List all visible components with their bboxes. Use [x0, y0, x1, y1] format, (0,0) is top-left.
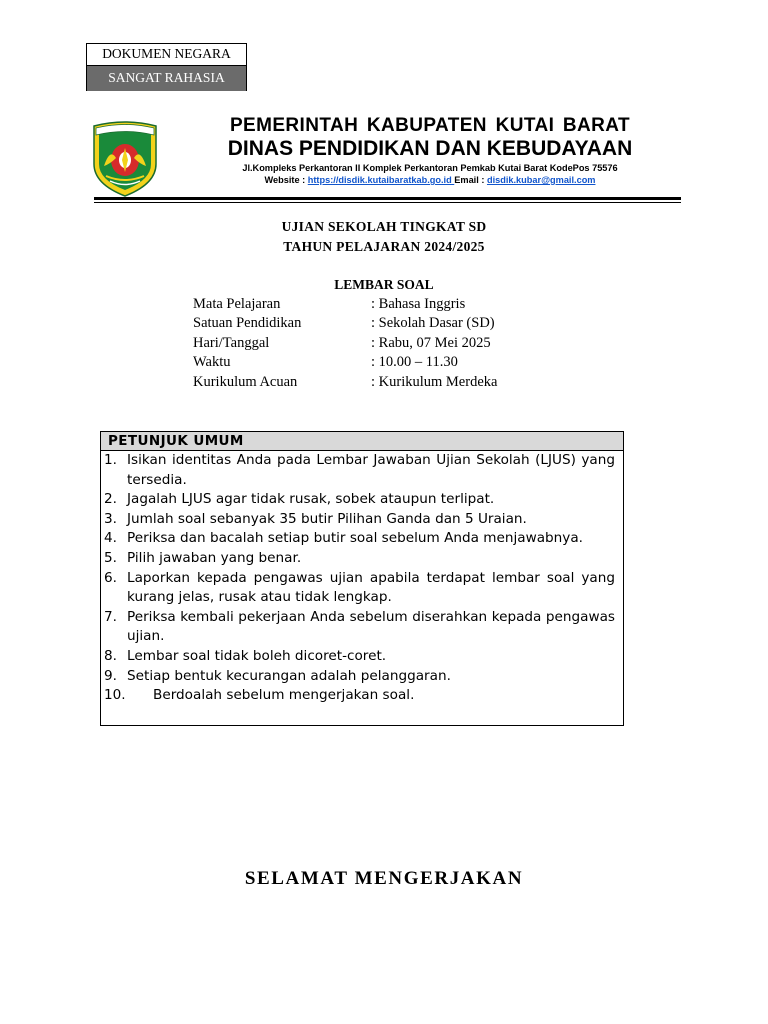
- list-item: [101, 490, 623, 510]
- item-number: 6.: [104, 569, 117, 586]
- letterhead-contact: [160, 175, 700, 185]
- item-number: 3.: [104, 510, 117, 527]
- item-text: Jumlah soal sebanyak 35 butir Pilihan Ganda dan 5 Uraian.: [127, 510, 527, 527]
- item-text: Pilih jawaban yang benar.: [127, 549, 302, 566]
- item-text: Jagalah LJUS agar tidak rusak, sobek ataupun terlipat.: [127, 491, 495, 508]
- item-number: 4.: [104, 530, 117, 547]
- item-number: 10.: [104, 687, 126, 704]
- regency-emblem-icon: [90, 118, 160, 198]
- sheet-title: LEMBAR SOAL: [334, 277, 434, 292]
- item-number: 8.: [104, 647, 117, 664]
- item-text: Setiap bentuk kecurangan adalah pelanggaran.: [127, 667, 451, 684]
- info-label: Hari/Tanggal: [193, 334, 270, 351]
- item-text: Periksa dan bacalah setiap butir soal sebelum Anda menjawabnya.: [127, 530, 583, 547]
- instructions-table: [100, 431, 624, 726]
- info-value: : Sekolah Dasar (SD): [371, 315, 495, 332]
- letterhead-agency: DINAS PENDIDIKAN DAN KEBUDAYAAN: [227, 137, 633, 160]
- info-value: : Kurikulum Merdeka: [371, 373, 498, 390]
- item-text: Periksa kembali pekerjaan Anda sebelum diserahkan kepada pengawas ujian.: [127, 608, 615, 645]
- list-item: [101, 451, 623, 490]
- info-value: : 10.00 – 11.30: [371, 354, 458, 371]
- info-label: Satuan Pendidikan: [193, 315, 302, 332]
- instructions-heading: PETUNJUK UMUM: [101, 432, 623, 451]
- email-link[interactable]: disdik.kubar@gmail.com: [486, 175, 596, 185]
- item-number: 1.: [104, 452, 117, 468]
- list-item: [101, 569, 623, 608]
- exam-year: TAHUN PELAJARAN 2024/2025: [283, 239, 485, 254]
- list-item: [101, 647, 623, 667]
- closing-message: SELAMAT MENGERJAKAN: [244, 868, 524, 889]
- item-text: Laporkan kepada pengawas ujian apabila terdapat lembar soal yang kurang jelas, rusak atau tidak lengkap.: [127, 569, 615, 606]
- info-label: Mata Pelajaran: [193, 296, 281, 312]
- item-number: 2.: [104, 491, 117, 508]
- list-item: [101, 529, 623, 549]
- item-number: 5.: [104, 549, 117, 566]
- item-text: Berdoalah sebelum mengerjakan soal.: [153, 687, 415, 704]
- item-number: 9.: [104, 667, 117, 684]
- list-item: [101, 549, 623, 569]
- letterhead-government: PEMERINTAH KABUPATEN KUTAI BARAT: [229, 115, 631, 136]
- classification-box: [86, 43, 247, 91]
- exam-title: UJIAN SEKOLAH TINGKAT SD: [281, 219, 487, 234]
- list-item: [101, 608, 623, 647]
- info-value: : Bahasa Inggris: [371, 296, 466, 312]
- classification-line-2: SANGAT RAHASIA: [87, 66, 246, 91]
- website-label: Website :: [264, 175, 308, 185]
- email-label: Email :: [454, 175, 487, 185]
- item-text: Lembar soal tidak boleh dicoret-coret.: [127, 647, 387, 664]
- info-value: : Rabu, 07 Mei 2025: [371, 334, 491, 351]
- list-item: [101, 686, 623, 706]
- list-item: [101, 667, 623, 687]
- item-text: Isikan identitas Anda pada Lembar Jawaban Ujian Sekolah (LJUS) yang tersedia.: [127, 452, 615, 488]
- letterhead-divider-thick: [94, 197, 681, 200]
- list-item: [101, 510, 623, 530]
- website-link[interactable]: https://disdik.kutaibaratkab.go.id: [307, 175, 455, 185]
- info-label: Waktu: [193, 354, 231, 371]
- classification-line-1: DOKUMEN NEGARA: [87, 44, 246, 66]
- info-label: Kurikulum Acuan: [193, 373, 298, 390]
- instructions-list: [101, 451, 623, 706]
- letterhead-divider-thin: [94, 202, 681, 203]
- letterhead-address: Jl.Kompleks Perkantoran II Komplek Perkantoran Pemkab Kutai Barat KodePos 75576: [242, 163, 618, 173]
- item-number: 7.: [104, 608, 117, 625]
